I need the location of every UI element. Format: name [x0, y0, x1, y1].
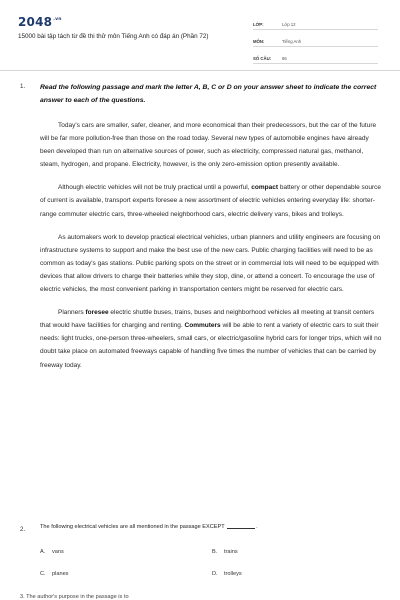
site-logo[interactable] [18, 15, 62, 29]
logo-suffix: .vn [53, 17, 62, 22]
document-meta [253, 16, 378, 67]
option-letter: A. [40, 549, 46, 555]
passage-paragraph [40, 306, 382, 371]
question-number: 2. [20, 526, 26, 533]
option-text: trolleys [224, 571, 242, 577]
highlighted-word: foresee [85, 309, 109, 317]
answer-option-a[interactable] [40, 549, 64, 555]
question-number: 1. [20, 83, 26, 90]
option-text: planes [52, 571, 69, 577]
meta-value: 86 [282, 55, 287, 61]
meta-label: SỐ CÂU: [253, 55, 272, 61]
passage-paragraph: As automakers work to develop practical electrical vehicles, urban planners and utility engineers are focusing on infrastructure systems to support and make the best use of the new cars. Public charging facilities will need to be as common as today's gas stations. Public parking spots on the street or in commercial lots will need to be equipped with devices that allow drivers to charge their batteries while they stop, dine, or attend a concert. To encourage the use of electric vehicles, the most convenient parking in transportation centers might be reserved for electric cars. [40, 233, 381, 294]
meta-value: Lớp 12 [282, 21, 296, 27]
next-question-partial: 3. The author's purpose in the passage is to [20, 594, 129, 600]
answer-option-d[interactable] [212, 571, 242, 577]
passage-paragraph: Today's cars are smaller, safer, cleaner, and more economical than their predecessors, but the car of the future will be far more pollution-free than those on the road today. Several new types of automobile engines have already been developed than run on alternative sources of power, such as electricity, compressed natural gas, methanol, steam, hydrogen, and propane. Electricity, however, is the only zero-emission option presently available. [40, 122, 377, 169]
header-divider [0, 70, 400, 71]
answer-blank [227, 528, 255, 529]
option-letter: B. [212, 549, 218, 555]
passage-paragraph [40, 181, 382, 220]
meta-row-subject [253, 33, 378, 47]
answer-option-c[interactable] [40, 571, 68, 577]
answer-option-b[interactable] [212, 549, 238, 555]
question-stem [40, 524, 258, 530]
meta-label: MÔN: [253, 38, 265, 44]
option-text: vans [52, 549, 64, 555]
meta-value: Tiếng Anh [282, 38, 302, 44]
option-letter: C. [40, 571, 46, 577]
meta-row-class [253, 16, 378, 30]
option-letter: D. [212, 571, 218, 577]
paragraph-text: will be able to rent a variety of electric cars to suit their needs: light trucks, one-person three-wheelers, small cars, or electric/gasoline hybrid cars for longer trips, which will no doubt take place on automated freeways capable of handling five times the number of vehicles that can be carried by freeway today. [40, 322, 382, 369]
stem-text: The following electrical vehicles are all mentioned in the passage EXCEPT [40, 524, 225, 530]
paragraph-text: Planners [58, 309, 86, 317]
meta-label: LỚP: [253, 21, 264, 27]
document-title: 15000 bài tập tách từ đề thi thử môn Tiếng Anh có đáp án (Phần 72) [18, 33, 209, 40]
highlighted-word: compact [251, 184, 279, 192]
logo-text: 2048 [18, 15, 53, 29]
highlighted-word: Commuters [184, 322, 221, 330]
paragraph-text: battery or other dependable source of current is available, transport experts foresee a new assortment of electric vehicles entering everyday life: shorter-range commuter electric cars, three-wheeled neighborhood cars, electric delivery vans, bikes and trolleys. [40, 184, 382, 218]
reading-passage [40, 119, 382, 382]
option-text: trains [224, 549, 238, 555]
stem-end: . [256, 524, 258, 530]
meta-row-count [253, 50, 378, 64]
paragraph-text: electric shuttle buses, trains, buses and neighborhood vehicles all meeting at transit centers that would have facilities for charging and renting. [40, 309, 375, 330]
question-instruction: Read the following passage and mark the letter A, B, C or D on your answer sheet to indicate the correct answer to each of the questions. [40, 84, 377, 104]
paragraph-text: Although electric vehicles will not be truly practical until a powerful, [58, 184, 252, 192]
